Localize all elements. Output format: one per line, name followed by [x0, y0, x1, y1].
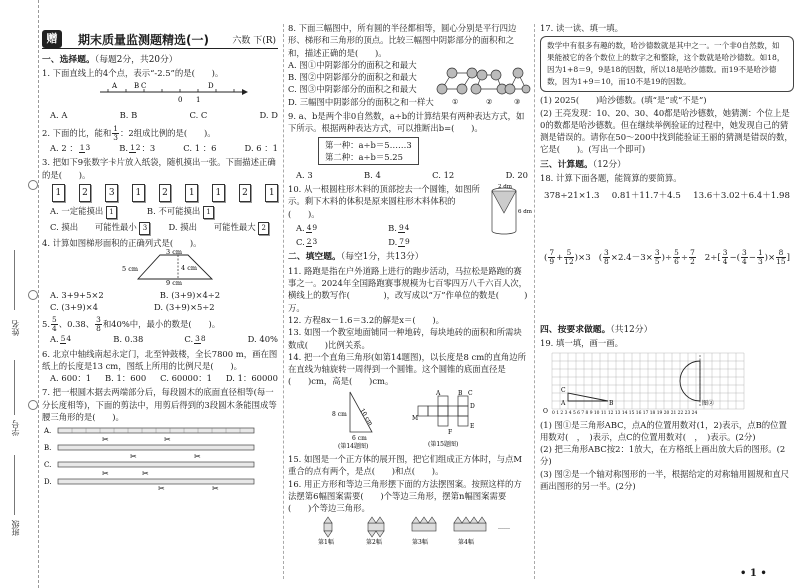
log-bar-c — [58, 462, 254, 467]
column-divider — [283, 24, 285, 579]
question-12: 12. 方程8x－1.6＝3.2的解是x＝( )。 — [288, 314, 445, 325]
number-card: 1 — [185, 184, 198, 202]
option-b[interactable]: B. 不可能摸出 1 — [147, 205, 214, 219]
pattern-2-label: 第2幅 — [366, 538, 382, 546]
division-box: 第一种：a÷b＝5……3 第二种：a÷b＝5.25 — [318, 137, 419, 165]
svg-text:✂: ✂ — [164, 435, 171, 445]
triangle-abc — [568, 393, 608, 401]
punch-hole — [28, 400, 38, 410]
height-dim: 4 cm — [181, 264, 198, 273]
hyp-label: 10 cm — [358, 407, 375, 427]
question-1: 1. 下面直线上的4个点，表示“-2.5”的是( )。 — [42, 68, 224, 79]
option-a[interactable]: A. 图①中阴影部分的面积之和最大 — [288, 59, 417, 70]
question-17-2: (2) 王亮发现：10、20、30、40都是哈沙德数，她猜测：个位上是0的数都是哈沙德数。但在继续举例验证的过程中，她发现自己的猜测是错误的。请你在50～200中找到能验证王丽的猜测是错误的数，它是( )。(写出一个即可) — [540, 107, 793, 155]
reading-box: 数学中有很多有趣的数，哈沙德数就是其中之一。一个非0自然数，如果能被它的各个数位上的数字之和整除，这个数就是哈沙德数。如18，因为1+8＝9，9是18的因数，所以18是哈沙德数。而19不是哈沙德数，因为1+9＝10，而10不是19的因数。 — [540, 36, 794, 92]
calc-row-2 — [544, 249, 790, 266]
class-line — [14, 455, 15, 515]
option-d[interactable]: D. D — [259, 109, 278, 120]
option-a-label: A. — [44, 427, 52, 436]
question-8-options — [288, 59, 438, 108]
question-4-options-row1 — [50, 289, 278, 301]
option-b[interactable]: B. 图②中阴影部分的面积之和最大 — [288, 72, 417, 83]
number-cards — [52, 184, 278, 202]
column-1 — [42, 52, 278, 497]
option-c[interactable]: C. 60000：1 — [160, 373, 212, 384]
figure-2-label: 图② — [702, 400, 715, 408]
name-line — [14, 250, 15, 310]
net-label-c: C — [468, 389, 473, 397]
figure-3-label: ③ — [514, 97, 521, 106]
option-d[interactable]: D. 1：60000 — [225, 373, 278, 384]
section-2-title: 二、填空题。（每空1分，共13分） — [288, 252, 424, 263]
side-dim: 5 cm — [122, 265, 139, 274]
question-4: 4. 计算如图梯形面积的正确列式是( )。 — [42, 238, 202, 249]
option-d[interactable]: D. 6 ：1 — [244, 143, 278, 154]
option-c[interactable]: C. 1 ：6 — [183, 143, 217, 154]
point-a-label: A — [112, 81, 118, 90]
net-label-m: M — [412, 414, 419, 422]
calc-work-space — [540, 203, 794, 243]
number-card: 1 — [212, 184, 225, 202]
half-figure-2 — [680, 361, 700, 401]
column-2 — [288, 22, 532, 548]
calc-item: 2÷[ $\frac{3}{4}$ −( $\frac{3}{4}$ − $\frac{1}{3}$ )× $\frac{8}{15}$ ] — [704, 247, 790, 266]
option-a[interactable]: A. 一定能摸出 1 — [50, 205, 117, 219]
section-3-title: 三、计算题。（12分） — [540, 159, 626, 170]
option-a[interactable]: A. 3 — [296, 169, 313, 180]
option-d-label: D. — [44, 478, 52, 487]
option-b-label: B. — [44, 444, 52, 453]
number-card: 3 — [105, 184, 118, 202]
section-4-title: 四、按要求做题。（共12分） — [540, 324, 653, 335]
column-3 — [540, 22, 794, 492]
question-3-options-row2 — [50, 221, 278, 235]
page-title: 期末质量监测题精选(一) — [78, 33, 209, 47]
origin-label: O — [543, 408, 548, 416]
question-18: 18. 计算下面各题，能简算的要简算。 — [540, 173, 682, 184]
option-b[interactable]: B. 0.38 — [113, 334, 144, 345]
svg-text:✂: ✂ — [102, 469, 109, 479]
shaded-circles-figure — [438, 59, 528, 107]
calc-work-space — [540, 266, 794, 322]
question-19-1: (1) 图①是三角形ABC，点A的位置用数对(1，2)表示，点B的位置用数对( ， )表示，点C的位置用数对( ， )表示。(2分) — [540, 419, 787, 442]
option-b[interactable]: B. 1：600 — [105, 373, 147, 384]
net-label-d: D — [470, 402, 475, 410]
question-3: 3. 把如下9张数字卡片放入纸袋，随机摸出一张。下面描述正确的是( )。 — [42, 157, 276, 180]
option-c-label: C. — [44, 461, 52, 470]
number-line-figure — [42, 80, 278, 106]
question-15: 15. 如图是一个正方体的展开图，把它们组成正方体时，与点M重合的点有两个，是点( )和点( )。 — [288, 454, 522, 477]
net-label-f: F — [448, 428, 453, 436]
svg-text:✂: ✂ — [130, 452, 137, 462]
option-b[interactable]: B. B — [119, 109, 138, 120]
option-c[interactable]: C. 23 — [296, 237, 318, 248]
question-3-options-row1 — [50, 205, 278, 219]
number-card: 1 — [132, 184, 145, 202]
question-7: 7. 把一根圆木据去两端部分后，每段圆木的底面直径相等(每一分长度相等)，下面的剪法中，用剪后得到的3段圆木条能围成等腰三角形的是( )。 — [42, 387, 277, 423]
fig14-caption: (第14题图) — [338, 442, 369, 450]
question-10-block — [288, 183, 532, 248]
dim-top: 2 dm — [498, 183, 512, 190]
option-a[interactable]: A. 2 ： 13 — [50, 143, 91, 154]
log-bar-d — [58, 479, 254, 484]
option-d[interactable]: D. (3+9)×5÷2 — [154, 301, 215, 312]
option-a[interactable]: A. 3+9+5×2 — [50, 289, 104, 300]
pattern-4-label: 第4幅 — [458, 538, 474, 546]
question-6: 6. 北京中轴线南起永定门，北至钟鼓楼，全长7800 m，画在图纸上的长度是13 cm，图纸上所用的比例尺是( )。 — [42, 348, 278, 371]
number-card: 2 — [239, 184, 252, 202]
option-d[interactable]: D. 40% — [247, 334, 278, 345]
svg-text:✂: ✂ — [194, 452, 201, 462]
dim-side: 6 dm — [518, 208, 532, 215]
axis-ticks: 0 1 2 3 4 5 6 7 8 9 10 11 12 13 14 15 16 17 18 19 20 21 22 23 24 — [552, 411, 698, 417]
column-divider — [534, 24, 536, 579]
question-19-3: (3) 图②是一个轴对称图形的一半，根据给定的对称轴用圆规和直尺画出图形的另一半。(2分) — [540, 468, 790, 492]
option-c[interactable]: C. 图③中阴影部分的面积之和最大 — [288, 84, 417, 95]
cylinder-figure — [484, 183, 532, 239]
option-a[interactable]: A. 54 — [50, 334, 72, 345]
punch-hole — [28, 180, 38, 190]
option-c[interactable]: C. 摸出 可能性最小 3 — [50, 221, 150, 235]
svg-text:✂: ✂ — [102, 435, 109, 445]
number-card: 2 — [79, 184, 92, 202]
pattern-figures — [288, 515, 528, 545]
svg-text:✂: ✂ — [212, 484, 219, 494]
option-b[interactable]: B. (3+9)×4÷2 — [159, 289, 221, 300]
cube-net — [418, 396, 468, 426]
question-16: 16. 用正方形和等边三角形摆下面的方法摆图案。按照这样的方法摆第6幅图案需要( )个等边三角形，摆第n幅图案需要( )个等边三角形。 — [288, 478, 522, 514]
calc-row-1 — [544, 190, 790, 202]
top-dim: 3 cm — [166, 248, 183, 257]
question-5: 5. $\frac{5}{4}$ 、0.38、 $\frac{3}{8}$ 和40%中，最小的数是( )。 — [42, 315, 221, 334]
number-card: 2 — [159, 184, 172, 202]
tick-one: 1 — [196, 95, 201, 104]
question-14: 14. 把一个直角三角形(如第14题图)，以长度是8 cm的直角边所在直线为轴旋转一周得到一个圆锥。这个圆锥的底面直径是( )cm，高是( )cm。 — [288, 351, 527, 387]
question-9: 9. a、b是两个非0自然数，a÷b的计算结果有两种表达方式，如下所示。根据两种表达方式，可以推断出b=( )。 — [288, 111, 525, 134]
option-d[interactable]: D. 79 — [388, 237, 410, 248]
question-5-options — [50, 333, 278, 345]
trapezoid-figure — [42, 248, 278, 288]
figures-14-15 — [288, 388, 528, 450]
calc-item: ( $\frac{7}{9}$ + $\frac{5}{12}$ )×3 — [544, 247, 591, 266]
figure-1-label: ① — [452, 97, 459, 106]
question-13: 13. 如图一个教室地面铺同一种地砖，每块地砖的面积和所需块数成( )比例关系。 — [288, 327, 522, 350]
number-card: 1 — [265, 184, 278, 202]
question-4-options-row2 — [50, 301, 278, 313]
question-17-1: (1) 2025( )哈沙德数。(填“是”或“不是”) — [540, 95, 707, 106]
id-line — [14, 360, 15, 415]
tick-zero: 0 — [178, 95, 183, 104]
base-label: 6 cm — [352, 434, 367, 442]
option-c[interactable]: C. 38 — [184, 334, 206, 345]
question-2: 2. 下面的比，能和 $\frac{1}{3}$ ：2组成比例的是( )。 — [42, 124, 216, 143]
pattern-3-label: 第3幅 — [412, 538, 428, 546]
page-header — [42, 30, 278, 49]
point-b-label: B — [609, 400, 614, 408]
question-8: 8. 下面三幅图中，所有圆的半径都相等，圆心分别是平行四边形、梯形和三角形的顶点。比较三幅图中阴影部分的面积和之和，描述正确的是( )。 — [288, 23, 517, 58]
side-label: 8 cm — [332, 410, 347, 418]
figure-2-label: ② — [486, 97, 493, 106]
point-d-label: D — [208, 81, 214, 90]
net-label-e: E — [470, 422, 475, 430]
id-label: 学号 — [11, 420, 20, 436]
point-c-label: C — [141, 81, 147, 90]
question-9-options — [296, 169, 528, 181]
option-d[interactable]: D. 摸出 可能性最大 2 — [168, 221, 269, 235]
punch-hole — [28, 290, 38, 300]
question-10: 10. 从一根圆柱形木料的顶部挖去一个圆锥，如图所示。剩下木料的体积是原来圆柱形木料体积的( )。 — [288, 183, 480, 219]
option-c[interactable]: C. C — [189, 109, 208, 120]
net-label-b: B — [458, 389, 463, 397]
option-c[interactable]: C. (3+9)×4 — [50, 301, 98, 312]
question-11: 11. 路跑是指在户外道路上进行的跑步活动，马拉松是路跑的赛事之一。2024年全国路跑赛事规模为七百零四万八千六百人次，横线上的数写作( )，改写成以“万”作单位的数是( )万。 — [288, 265, 528, 313]
option-a[interactable]: A. A — [50, 109, 68, 120]
option-d[interactable]: D. 20 — [505, 169, 528, 180]
binding-strip — [0, 0, 39, 588]
point-b-label: B — [134, 81, 140, 90]
gift-seal: 赠 — [42, 30, 62, 48]
svg-text:✂: ✂ — [142, 469, 149, 479]
name-label: 姓名 — [11, 320, 20, 336]
class-label: 班级 — [11, 520, 20, 536]
question-8-body — [288, 59, 528, 108]
page-number: • 1 • — [740, 568, 767, 579]
pattern-1-label: 第1幅 — [318, 538, 334, 546]
coordinate-grid — [540, 349, 794, 415]
option-a[interactable]: A. 49 — [296, 222, 318, 233]
section-1-title: 一、选择题。（每题2分，共20分） — [42, 55, 178, 65]
option-b[interactable]: B. 4 — [364, 169, 381, 180]
calc-item: ( $\frac{3}{8}$ ×2.4－3× $\frac{3}{5}$ )÷ $\frac{5}{6}$ ÷ $\frac{7}{2}$ — [598, 247, 695, 266]
grade-label: 六数 下(R) — [232, 36, 276, 46]
calc-item: 13.6＋3.02＋6.4＋1.98 — [693, 191, 790, 202]
fraction: $\frac{1}{3}$ — [113, 124, 118, 143]
calc-item: 378÷21×1.3 — [544, 191, 600, 202]
question-6-options — [50, 372, 278, 384]
number-card: 1 — [52, 184, 65, 202]
calc-item: 0.81＋11.7＋4.5 — [611, 191, 681, 202]
log-cut-figures — [42, 423, 278, 493]
question-1-options — [50, 109, 278, 121]
bottom-dim: 9 cm — [166, 279, 183, 288]
question-19-2: (2) 把三角形ABC按2：1放大，在方格纸上画出放大后的图形。(2分) — [540, 444, 786, 467]
svg-text:✂: ✂ — [158, 484, 165, 494]
fig15-caption: (第15题图) — [428, 440, 459, 448]
option-a[interactable]: A. 600：1 — [50, 373, 92, 384]
question-19: 19. 填一填，画一画。 — [540, 337, 623, 348]
option-b[interactable]: B. 12：3 — [119, 143, 156, 154]
option-d[interactable]: D. 三幅图中阴影部分的面积之和一样大 — [288, 96, 434, 107]
point-a-label: A — [561, 400, 566, 408]
option-b[interactable]: B. 94 — [388, 222, 410, 233]
question-17: 17. 读一读、填一填。 — [540, 23, 623, 33]
pattern-ellipsis: …… — [498, 523, 510, 531]
point-c-label: C — [561, 387, 566, 395]
net-label-a: A — [436, 389, 441, 397]
question-2-options — [50, 142, 278, 154]
option-c[interactable]: C. 12 — [432, 169, 455, 180]
log-bar-b — [58, 445, 254, 450]
